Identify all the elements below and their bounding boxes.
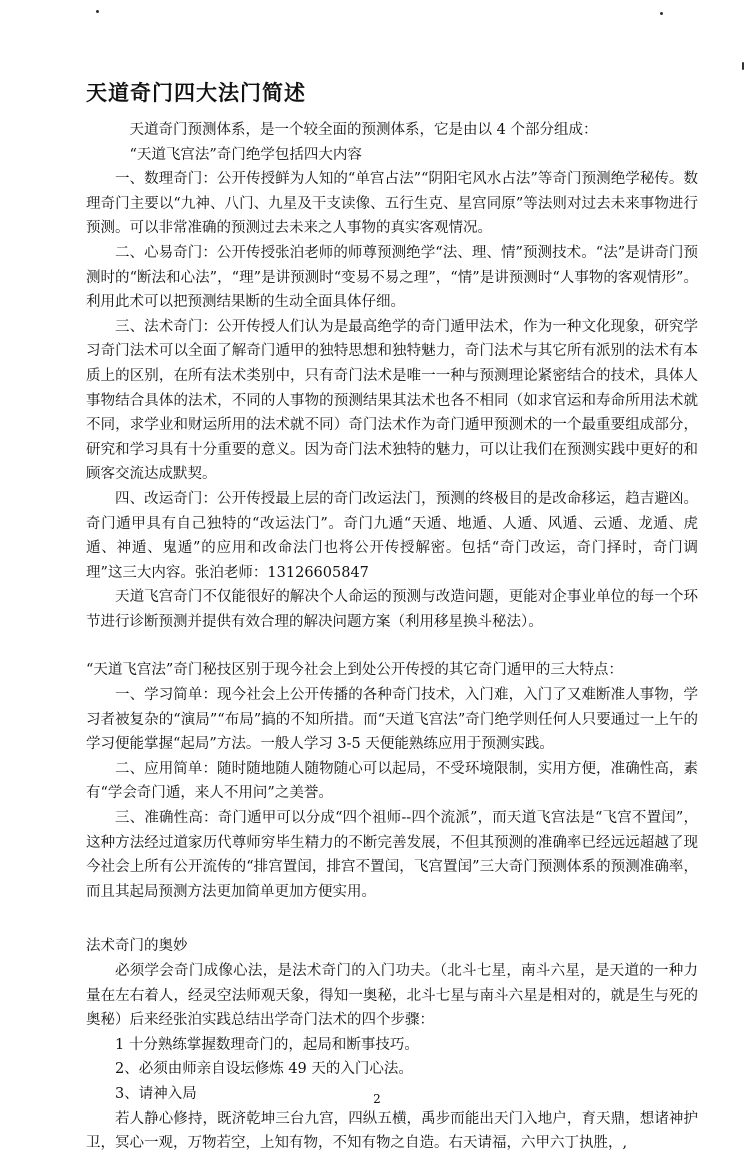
section-numeric-qimen: 一、数理奇门：公开传授鲜为人知的“单宫占法”“阴阳宅风水占法”等奇门预测绝学秘传。数理奇门主要以“九神、八门、九星及干支读像、五行生克、星宫同原”等法则对过去未来事物进行预测。可以非常准确的预测过去未来之人事物的真实客观情况。 (86, 171, 698, 237)
section-magic-qimen: 三、法术奇门：公开传授人们认为是最高绝学的奇门遁甲法术，作为一种文化现象，研究学习奇门法术可以全面了解奇门遁甲的独特思想和独特魅力，奇门法术与其它所有派别的法术有本质上的区别，在所有法术类别中，只有奇门法术是唯一一种与预测理论紧密结合的技术，具体人事物结合具体的法术，不同的人事物的预测结果其法术也各不相同（如求官运和寿命所用法术就不同，求学业和财运所用的法术就不同）奇门法术作为奇门遁甲预测术的一个最重要组成部分，研究和学习具有十分重要的意义。因为奇门法术独特的魅力，可以让我们在预测实践中更好的和顾客交流达成默契。 (86, 318, 698, 483)
step-item: 2、必须由师亲自设坛修炼 49 天的入门心法。 (115, 1061, 413, 1078)
page-title: 天道奇门四大法门简述 (86, 80, 306, 105)
intro-line: “天道飞宫法”奇门绝学包括四大内容 (129, 146, 362, 163)
features-intro: “天道飞宫法”奇门秘技区别于现今社会上到处公开传授的其它奇门遁甲的三大特点： (86, 662, 623, 679)
section-mind-qimen: 二、心易奇门：公开传授张泊老师的师尊预测绝学“法、理、情”预测技术。“法”是讲奇门预测时的“断法和心法”，“理”是讲预测时“变易不易之理”，“情”是讲预测时“人事物的客观情形”。利用此术可以把预测结果断的生动全面具体仔细。 (86, 244, 699, 311)
feature-item: 二、应用简单：随时随地随人随物随心可以起局，不受环境限制，实用方便，准确性高，素有“学会奇门遁，来人不用问”之美誉。 (86, 760, 698, 802)
page-number: 2 (373, 1092, 381, 1106)
section-summary: 天道飞宫奇门不仅能很好的解决个人命运的预测与改造问题，更能对企事业单位的每一个环节进行诊断预测并提供有效合理的解决问题方案（利用移星换斗秘法）。 (86, 589, 698, 630)
section-fortune-qimen: 四、改运奇门：公开传授最上层的奇门改运法门，预测的终极目的是改命移运，趋吉避凶。奇门遁甲具有自己独特的“改运法门”。奇门九遁“天遁、地遁、人遁、风遁、云遁、龙遁、虎遁、神遁、鬼遁”的应用和改命法门也将公开传授解密。包括“奇门改运，奇门择时，奇门调理”这三大内容。张泊老师：13126605847 (86, 490, 698, 581)
intro-line: 天道奇门预测体系，是一个较全面的预测体系，它是由以 4 个部分组成： (129, 122, 598, 138)
mystery-paragraph: 必须学会奇门成像心法，是法术奇门的入门功夫。（北斗七星，南斗六星，是天道的一种力量在左右着人，经灵空法师观天象，得知一奥秘，北斗七星与南斗六星是相对的，就是生与死的奥秘）后来经张泊实践总结出学奇门法术的四个步骤： (86, 963, 698, 1029)
step-item: 3、请神入局 (115, 1085, 197, 1102)
mystery-heading: 法术奇门的奥妙 (86, 938, 188, 955)
step-item: 1 十分熟练掌握数理奇门的，起局和断事技巧。 (115, 1036, 419, 1053)
feature-item: 三、准确性高：奇门遁甲可以分成“四个祖师--四个流派”，而天道飞宫法是“飞宫不置闰”，这种方法经过道家历代尊师穷毕生精力的不断完善发展，不但其预测的准确率已经远远超越了现今社会上所有公开流传的“排宫置闰，排宫不置闰，飞宫置闰”三大奇门预测体系的预测准确率，而且其起局预测方法更加简单更加方便实用。 (86, 810, 698, 900)
feature-item: 一、学习简单：现今社会上公开传播的各种奇门技术，入门难，入门了又难断准人事物，学习者被复杂的“演局”“布局”搞的不知所措。而“天道飞宫法”奇门绝学则任何人只要通过一上午的学习便能掌握“起局”方法。一般人学习 3-5 天便能熟练应用于预测实践。 (86, 687, 698, 753)
document-page (86, 72, 698, 1156)
final-paragraph: 若人静心修持，既济乾坤三台九宫，四纵五横，禹步而能出天门入地户，育天鼎，想诸神护卫，冥心一观，万物若空，上知有物，不知有物之自造。右天请福，六甲六丁执胜，, (86, 1110, 698, 1152)
